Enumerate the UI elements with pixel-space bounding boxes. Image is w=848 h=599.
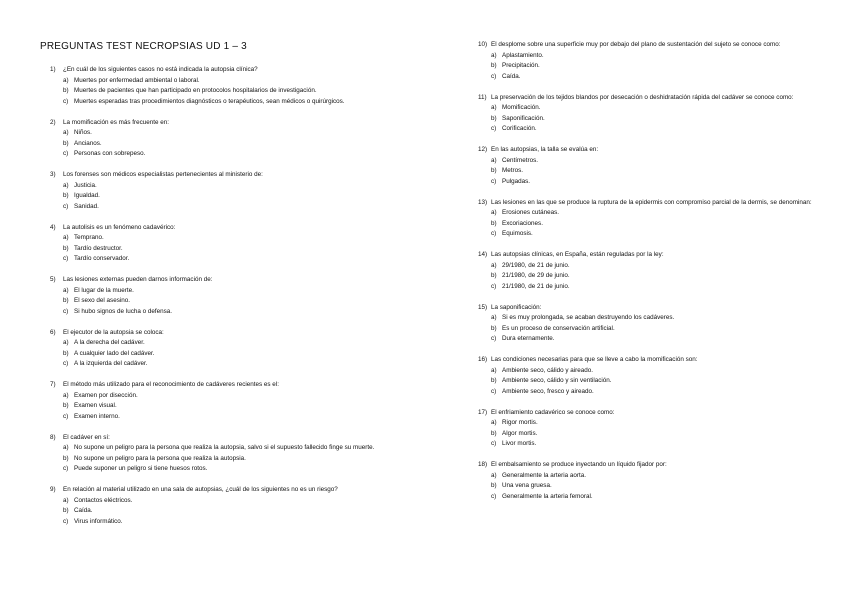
option-letter: b) bbox=[491, 114, 497, 122]
option-text: Excoriaciones. bbox=[502, 219, 543, 227]
option-letter: b) bbox=[491, 482, 497, 489]
answer-option bbox=[50, 202, 390, 213]
question-stem bbox=[50, 275, 390, 286]
question-item bbox=[478, 460, 812, 502]
option-text: Precipitación. bbox=[502, 62, 540, 69]
option-letter: b) bbox=[63, 244, 69, 252]
answer-option bbox=[478, 313, 812, 324]
option-letter: a) bbox=[491, 209, 497, 216]
answer-option bbox=[478, 492, 812, 503]
question-text: Las lesiones externas pueden darnos información de: bbox=[63, 276, 213, 283]
question-number: 2) bbox=[50, 118, 56, 126]
option-letter: a) bbox=[491, 261, 497, 269]
answer-option bbox=[50, 496, 390, 507]
question-item bbox=[50, 485, 390, 527]
answer-option bbox=[50, 359, 390, 370]
question-stem bbox=[50, 118, 390, 129]
option-letter: b) bbox=[491, 272, 497, 279]
option-letter: c) bbox=[491, 440, 497, 447]
option-text: 29/1980, de 21 de junio. bbox=[502, 261, 570, 269]
option-letter: c) bbox=[63, 412, 69, 420]
question-stem bbox=[478, 93, 812, 104]
option-text: Pulgadas. bbox=[502, 177, 531, 185]
question-stem bbox=[50, 433, 390, 444]
option-text: Igualdad. bbox=[74, 192, 100, 199]
option-text: Examen visual. bbox=[74, 402, 117, 409]
option-text: Contactos eléctricos. bbox=[74, 496, 133, 504]
option-letter: c) bbox=[63, 517, 69, 525]
option-letter: b) bbox=[63, 349, 69, 357]
question-item bbox=[478, 303, 812, 345]
question-number: 16) bbox=[478, 356, 488, 363]
question-item bbox=[50, 118, 390, 160]
question-number: 15) bbox=[478, 303, 488, 311]
answer-option bbox=[50, 307, 390, 318]
option-text: Muertes esperadas tras procedimientos diagnósticos o terapéuticos, sean médicos o quirúrgicos. bbox=[74, 97, 345, 105]
option-letter: a) bbox=[491, 366, 497, 374]
option-letter: a) bbox=[63, 129, 69, 136]
question-number: 13) bbox=[478, 198, 488, 206]
option-text: El sexo del asesino. bbox=[74, 297, 131, 304]
question-number: 11) bbox=[478, 93, 487, 101]
answer-option bbox=[478, 418, 812, 429]
question-text: Las autopsias clínicas, en España, están reguladas por la ley: bbox=[491, 251, 664, 258]
option-letter: c) bbox=[491, 125, 497, 132]
option-letter: b) bbox=[491, 62, 497, 69]
option-letter: c) bbox=[491, 282, 497, 290]
question-text: En relación al material utilizado en una sala de autopsias, ¿cuál de los siguientes no es un riesgo? bbox=[63, 486, 338, 493]
answer-option bbox=[478, 481, 812, 492]
option-letter: a) bbox=[63, 339, 69, 346]
option-letter: a) bbox=[63, 286, 69, 294]
question-text: El desplome sobre una superficie muy por debajo del plano de sustentación del sujeto se conoce como: bbox=[491, 41, 781, 48]
option-text: Ambiente seco, cálido y sin ventilación. bbox=[502, 377, 612, 384]
answer-option bbox=[50, 286, 390, 297]
question-text: El enfriamiento cadavérico se conoce como: bbox=[491, 408, 615, 416]
option-text: Rigor mortis. bbox=[502, 419, 538, 426]
option-letter: c) bbox=[63, 202, 69, 210]
option-text: Caída. bbox=[502, 72, 521, 80]
question-item bbox=[50, 65, 390, 107]
question-text: La preservación de los tejidos blandos por desecación o deshidratación rápida del cadáver se conoce como: bbox=[491, 93, 794, 101]
answer-option bbox=[50, 338, 390, 349]
option-letter: a) bbox=[491, 51, 497, 59]
option-text: Equimosis. bbox=[502, 230, 533, 237]
option-text: Dura eternamente. bbox=[502, 335, 555, 342]
question-number: 14) bbox=[478, 251, 488, 258]
question-stem bbox=[478, 408, 812, 419]
option-text: Examen interno. bbox=[74, 412, 120, 420]
option-text: Si es muy prolongada, se acaban destruyendo los cadáveres. bbox=[502, 314, 675, 321]
option-text: A la derecha del cadáver. bbox=[74, 339, 145, 346]
option-text: A cualquier lado del cadáver. bbox=[74, 349, 155, 357]
question-text: El ejecutor de la autopsia se coloca: bbox=[63, 328, 164, 336]
option-text: Corificación. bbox=[502, 125, 537, 132]
option-letter: a) bbox=[491, 419, 497, 426]
option-letter: b) bbox=[63, 297, 69, 304]
left-question-column bbox=[50, 65, 390, 538]
question-text: Las lesiones en las que se produce la ruptura de la epidermis con compromiso parcial de la dermis, se denominan: bbox=[491, 198, 812, 206]
answer-option bbox=[50, 506, 390, 517]
option-text: Justicia. bbox=[74, 181, 97, 189]
answer-option bbox=[478, 124, 812, 135]
option-letter: b) bbox=[63, 139, 69, 147]
option-text: Una vena gruesa. bbox=[502, 482, 552, 489]
question-text: La momificación es más frecuente en: bbox=[63, 118, 170, 126]
question-text: En las autopsias, la talla se evalúa en: bbox=[491, 146, 599, 153]
question-stem bbox=[50, 223, 390, 234]
option-text: Saponificación. bbox=[502, 114, 545, 122]
option-text: Ambiente seco, fresco y aireado. bbox=[502, 387, 594, 395]
question-number: 5) bbox=[50, 276, 56, 283]
answer-option bbox=[478, 271, 812, 282]
option-letter: a) bbox=[63, 444, 69, 451]
option-text: Ambiente seco, cálido y aireado. bbox=[502, 366, 594, 374]
option-text: Caída. bbox=[74, 507, 93, 514]
answer-option bbox=[478, 376, 812, 387]
answer-option bbox=[478, 324, 812, 335]
option-letter: b) bbox=[491, 429, 497, 437]
option-letter: c) bbox=[63, 465, 69, 472]
option-text: Generalmente la arteria femoral. bbox=[502, 492, 593, 500]
question-item bbox=[50, 170, 390, 212]
question-number: 7) bbox=[50, 381, 56, 388]
option-letter: b) bbox=[491, 377, 497, 384]
answer-option bbox=[50, 139, 390, 150]
option-letter: c) bbox=[491, 492, 497, 500]
answer-option bbox=[478, 51, 812, 62]
question-item bbox=[478, 408, 812, 450]
question-stem bbox=[50, 65, 390, 76]
question-item bbox=[478, 145, 812, 187]
question-stem bbox=[50, 328, 390, 339]
answer-option bbox=[50, 244, 390, 255]
question-number: 12) bbox=[478, 146, 488, 153]
answer-option bbox=[478, 471, 812, 482]
answer-option bbox=[50, 517, 390, 528]
question-stem bbox=[478, 355, 812, 366]
question-number: 17) bbox=[478, 408, 488, 416]
option-text: Ancianos. bbox=[74, 139, 102, 147]
option-text: No supone un peligro para la persona que realiza la autopsia, salvo si el supuesto fallecido finge su muerte. bbox=[74, 444, 375, 451]
question-stem bbox=[50, 485, 390, 496]
question-text: El método más utilizado para el reconocimiento de cadáveres recientes es el: bbox=[63, 381, 279, 388]
answer-option bbox=[478, 114, 812, 125]
question-number: 4) bbox=[50, 223, 56, 231]
option-letter: a) bbox=[63, 496, 69, 504]
option-text: Muertes de pacientes que han participado en protocolos hospitalarios de investigación. bbox=[74, 87, 317, 94]
option-text: Es un proceso de conservación artificial. bbox=[502, 324, 615, 332]
answer-option bbox=[478, 366, 812, 377]
option-text: Centímetros. bbox=[502, 156, 539, 164]
answer-option bbox=[478, 219, 812, 230]
answer-option bbox=[50, 128, 390, 139]
question-text: El cadáver en sí: bbox=[63, 433, 110, 441]
question-stem bbox=[478, 250, 812, 261]
option-letter: b) bbox=[63, 87, 69, 94]
answer-option bbox=[478, 439, 812, 450]
question-stem bbox=[478, 40, 812, 51]
option-letter: b) bbox=[491, 219, 497, 227]
answer-option bbox=[50, 464, 390, 475]
option-text: 21/1980, de 29 de junio. bbox=[502, 272, 570, 279]
option-letter: c) bbox=[491, 230, 497, 237]
answer-option bbox=[50, 296, 390, 307]
question-number: 10) bbox=[478, 41, 488, 48]
question-number: 3) bbox=[50, 171, 56, 178]
question-stem bbox=[478, 198, 812, 209]
document-title: PREGUNTAS TEST NECROPSIAS UD 1 – 3 bbox=[40, 41, 247, 52]
option-text: Virus informático. bbox=[74, 517, 123, 525]
question-number: 6) bbox=[50, 328, 56, 336]
question-text: La autolisis es un fenómeno cadavérico: bbox=[63, 223, 176, 231]
question-text: ¿En cuál de los siguientes casos no está indicada la autopsia clínica? bbox=[63, 66, 258, 73]
answer-option bbox=[478, 334, 812, 345]
option-text: Personas con sobrepeso. bbox=[74, 150, 146, 157]
question-item bbox=[478, 198, 812, 240]
option-letter: c) bbox=[63, 360, 69, 367]
question-item bbox=[50, 223, 390, 265]
option-letter: b) bbox=[491, 324, 497, 332]
option-letter: b) bbox=[491, 167, 497, 174]
option-text: Aplastamiento. bbox=[502, 51, 544, 59]
question-text: Los forenses son médicos especialistas pertenecientes al ministerio de: bbox=[63, 171, 263, 178]
option-text: Metros. bbox=[502, 167, 523, 174]
question-item bbox=[478, 93, 812, 135]
option-text: Erosiones cutáneas. bbox=[502, 209, 560, 216]
option-letter: b) bbox=[63, 192, 69, 199]
question-text: La saponificación: bbox=[491, 303, 542, 311]
answer-option bbox=[50, 86, 390, 97]
option-letter: a) bbox=[491, 156, 497, 164]
answer-option bbox=[478, 387, 812, 398]
question-item bbox=[50, 275, 390, 317]
question-item bbox=[50, 328, 390, 370]
answer-option bbox=[478, 156, 812, 167]
answer-option bbox=[478, 103, 812, 114]
question-stem bbox=[50, 380, 390, 391]
option-letter: a) bbox=[63, 181, 69, 189]
answer-option bbox=[50, 454, 390, 465]
question-stem bbox=[478, 460, 812, 471]
question-item bbox=[50, 433, 390, 475]
answer-option bbox=[50, 391, 390, 402]
question-stem bbox=[478, 303, 812, 314]
answer-option bbox=[478, 261, 812, 272]
question-number: 8) bbox=[50, 433, 56, 441]
question-item bbox=[478, 250, 812, 292]
option-letter: a) bbox=[491, 471, 497, 479]
question-item bbox=[478, 40, 812, 82]
answer-option bbox=[50, 97, 390, 108]
option-letter: c) bbox=[491, 335, 497, 342]
option-text: A la izquierda del cadáver. bbox=[74, 360, 148, 367]
answer-option bbox=[478, 166, 812, 177]
answer-option bbox=[50, 76, 390, 87]
option-text: Puede suponer un peligro si tiene huesos rotos. bbox=[74, 465, 208, 472]
option-text: 21/1980, de 21 de junio. bbox=[502, 282, 570, 290]
answer-option bbox=[50, 191, 390, 202]
answer-option bbox=[478, 229, 812, 240]
answer-option bbox=[50, 149, 390, 160]
option-text: Livor mortis. bbox=[502, 440, 537, 447]
option-letter: c) bbox=[63, 307, 69, 315]
answer-option bbox=[50, 233, 390, 244]
question-stem bbox=[478, 145, 812, 156]
option-letter: a) bbox=[63, 234, 69, 241]
answer-option bbox=[50, 254, 390, 265]
question-item bbox=[50, 380, 390, 422]
question-text: Las condiciones necesarias para que se lleve a cabo la momificación son: bbox=[491, 356, 698, 363]
option-text: Tardío destructor. bbox=[74, 244, 123, 252]
option-text: Momificación. bbox=[502, 104, 541, 111]
option-letter: c) bbox=[491, 72, 497, 80]
answer-option bbox=[478, 282, 812, 293]
answer-option bbox=[478, 429, 812, 440]
option-letter: b) bbox=[63, 402, 69, 409]
option-text: Examen por disección. bbox=[74, 391, 138, 399]
option-text: El lugar de la muerte. bbox=[74, 286, 134, 294]
option-text: Generalmente la arteria aorta. bbox=[502, 471, 587, 479]
option-text: Sanidad. bbox=[74, 202, 99, 210]
option-text: Muertes por enfermedad ambiental o laboral. bbox=[74, 76, 200, 84]
question-item bbox=[478, 355, 812, 397]
option-letter: c) bbox=[491, 387, 497, 395]
option-text: Niños. bbox=[74, 129, 92, 136]
option-letter: a) bbox=[63, 391, 69, 399]
option-letter: c) bbox=[491, 177, 497, 185]
option-text: Algor mortis. bbox=[502, 429, 538, 437]
option-letter: b) bbox=[63, 507, 69, 514]
answer-option bbox=[50, 443, 390, 454]
answer-option bbox=[50, 181, 390, 192]
question-number: 9) bbox=[50, 486, 56, 493]
option-text: Tardío conservador. bbox=[74, 255, 130, 262]
option-letter: c) bbox=[63, 97, 69, 105]
right-question-column bbox=[478, 40, 812, 513]
option-text: Temprano. bbox=[74, 234, 104, 241]
question-number: 1) bbox=[50, 66, 56, 73]
option-letter: c) bbox=[63, 150, 69, 157]
answer-option bbox=[50, 401, 390, 412]
option-letter: a) bbox=[491, 314, 497, 321]
option-letter: a) bbox=[63, 76, 69, 84]
answer-option bbox=[478, 177, 812, 188]
answer-option bbox=[50, 412, 390, 423]
option-text: No supone un peligro para la persona que realiza la autopsia. bbox=[74, 454, 246, 462]
option-letter: c) bbox=[63, 255, 69, 262]
question-text: El embalsamiento se produce inyectando un líquido fijador por: bbox=[491, 461, 667, 468]
question-stem bbox=[50, 170, 390, 181]
question-number: 18) bbox=[478, 461, 488, 468]
answer-option bbox=[50, 349, 390, 360]
answer-option bbox=[478, 61, 812, 72]
answer-option bbox=[478, 208, 812, 219]
answer-option bbox=[478, 72, 812, 83]
option-text: Si hubo signos de lucha o defensa. bbox=[74, 307, 173, 315]
option-letter: a) bbox=[491, 104, 497, 111]
option-letter: b) bbox=[63, 454, 69, 462]
